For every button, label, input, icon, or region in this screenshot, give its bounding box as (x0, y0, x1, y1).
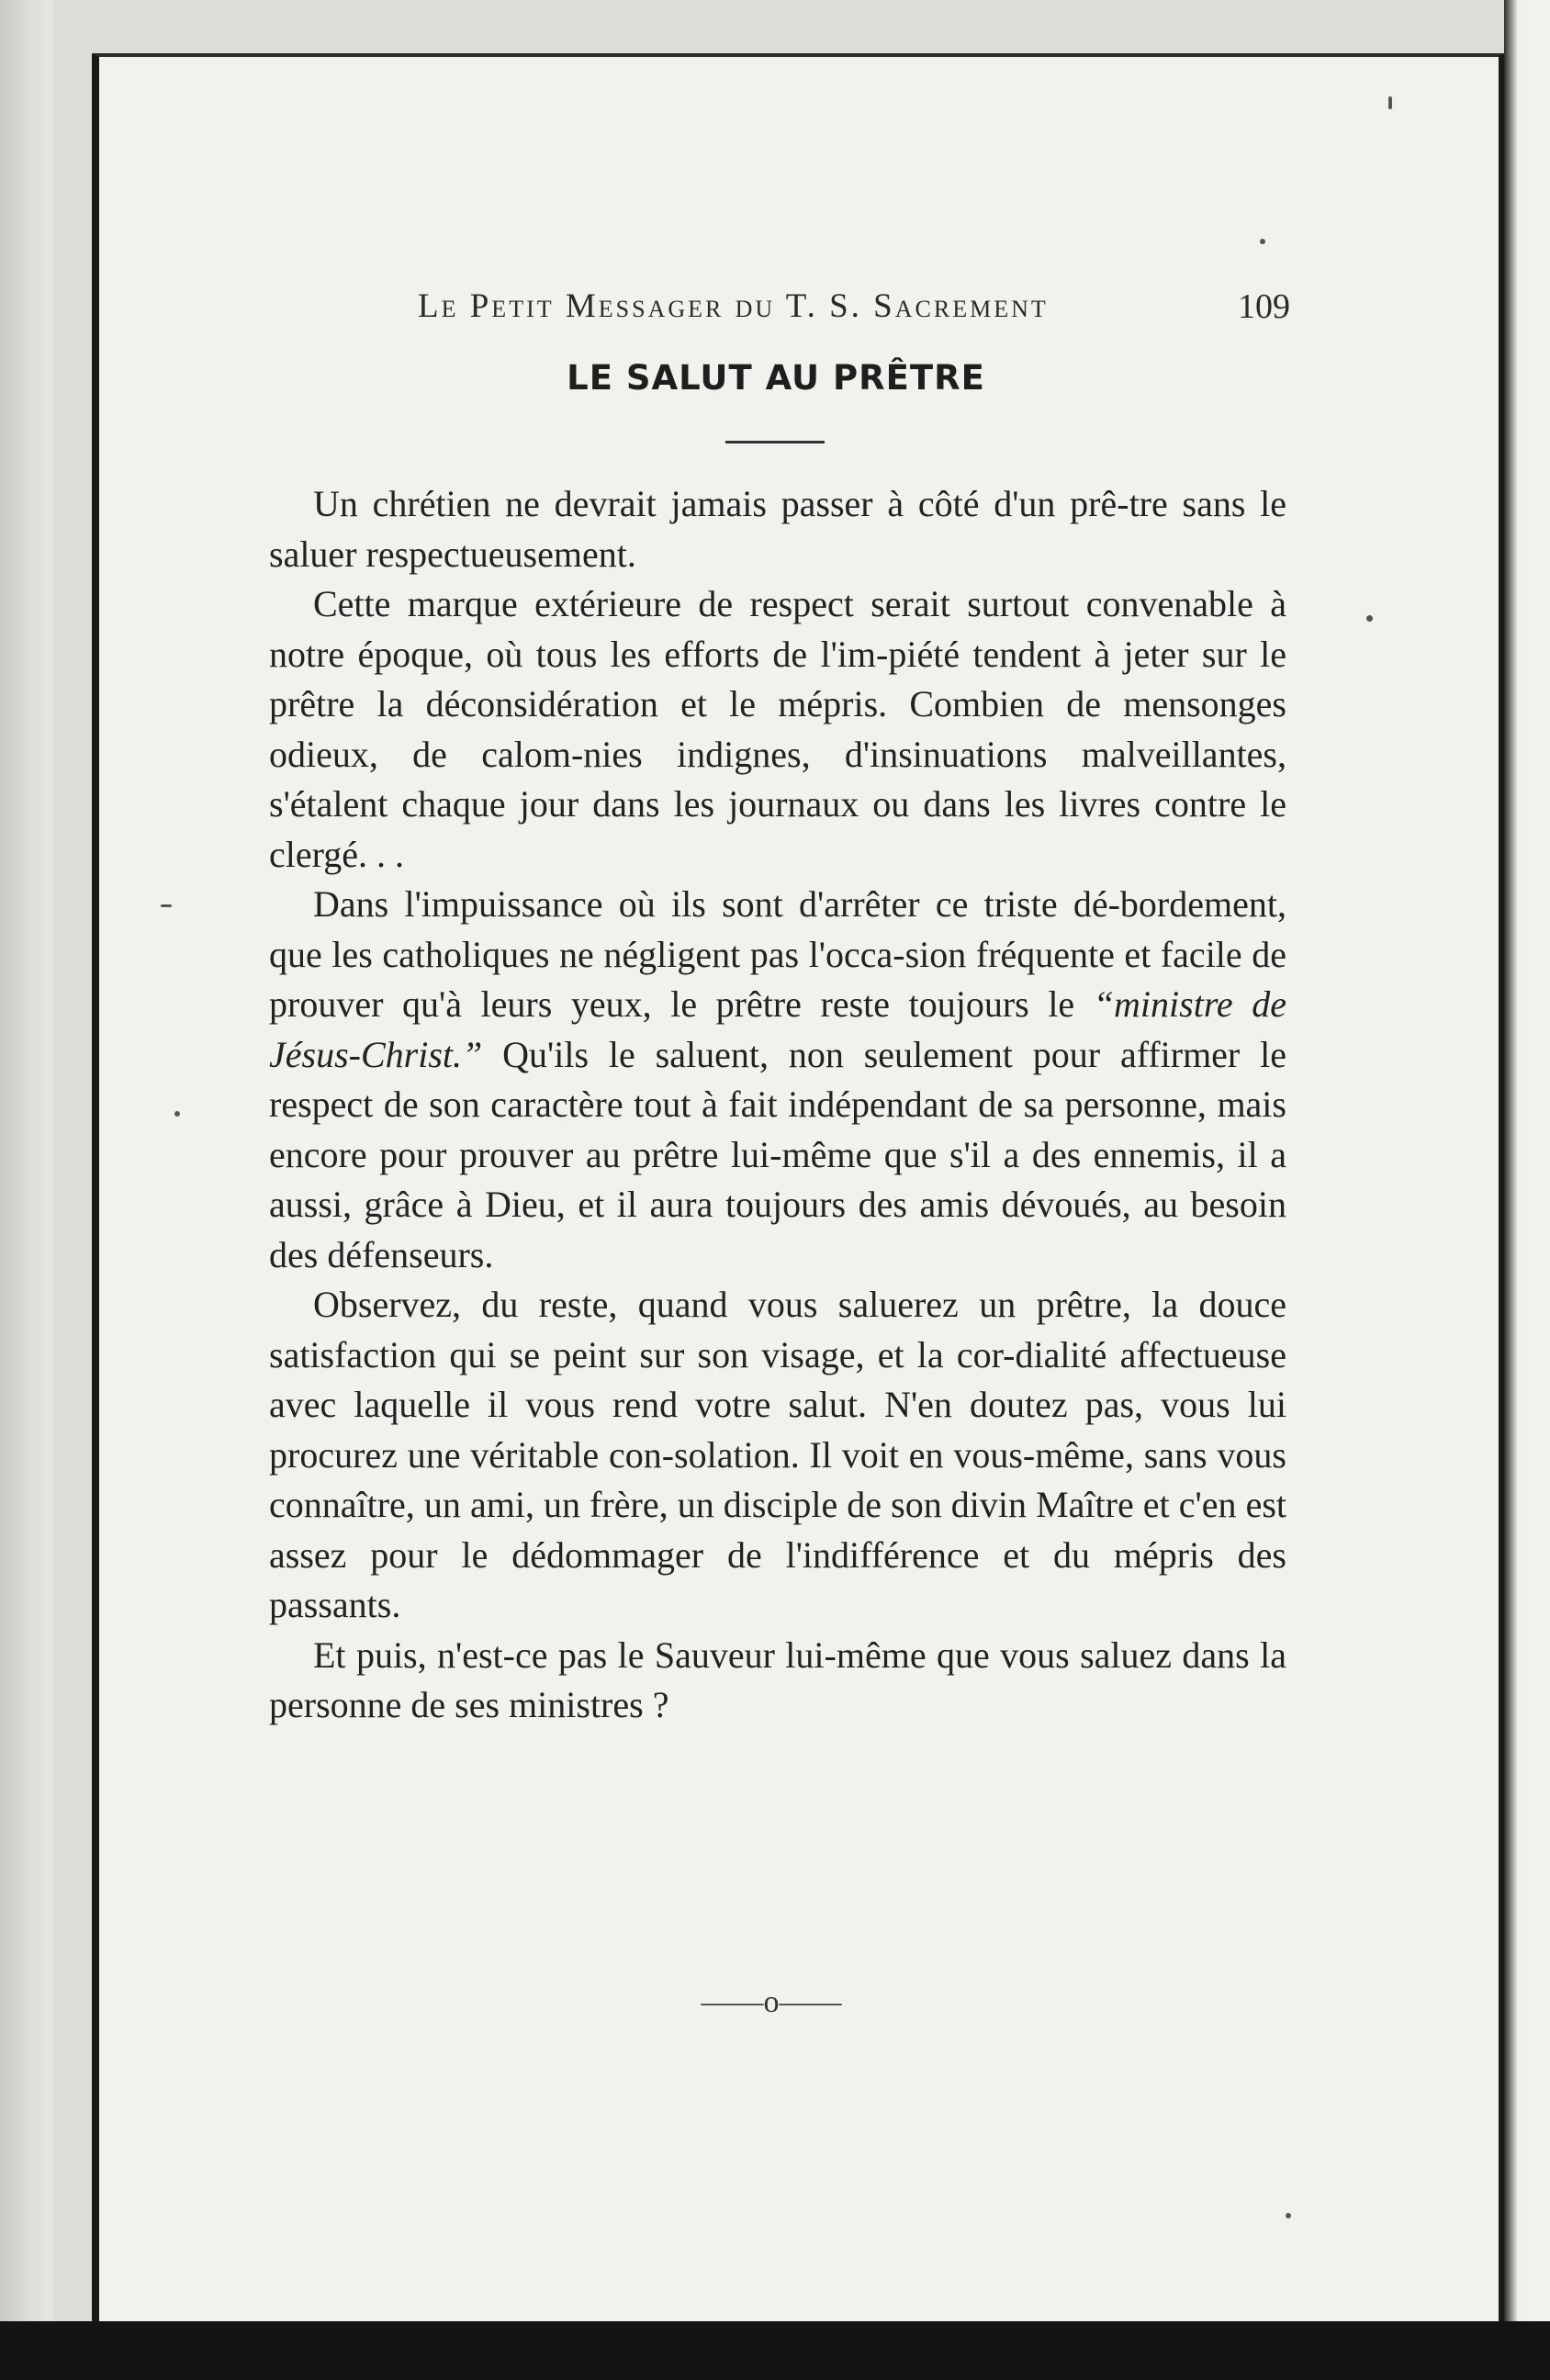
scan-bottom-border (0, 2321, 1550, 2380)
paragraph-3-text-after: Qu'ils le saluent, non seulement pour affirmer le respect de son caractère tout à fait indépendant de sa personne, mais encore pour prouver au prêtre lui-même que s'il a des ennemis, il a aussi, grâce à Dieu, et il aura toujours des amis dévoués, au besoin des défenseurs. (269, 1033, 1286, 1275)
scan-speck (1260, 239, 1265, 244)
paragraph-3 (269, 880, 1286, 1280)
paragraph-4: Observez, du reste, quand vous saluerez un prêtre, la douce satisfaction qui se peint sur son visage, et la cor-dialité affectueuse avec laquelle il vous rend votre salut. N'en doutez pas, vous lui procurez une véritable con-solation. Il voit en vous-même, sans vous connaître, un ami, un frère, un disciple de son divin Maître et c'en est assez pour le dédommager de l'indifférence et du mépris des passants. (269, 1284, 1286, 1625)
article-body (269, 479, 1286, 1731)
previous-page-edge (0, 0, 53, 2380)
running-head (418, 286, 1290, 332)
scan-speck (1286, 2213, 1291, 2218)
paragraph-2: Cette marque extérieure de respect serait surtout convenable à notre époque, où tous les efforts de l'im-piété tendent à jeter sur le prêtre la déconsidération et le mépris. Combien de mensonges odieux, de calom-nies indignes, d'insinuations malveillantes, s'étalent chaque jour dans les journaux ou dans les livres contre le clergé. . . (269, 583, 1286, 875)
article-title: LE SALUT AU PRÊTRE (567, 358, 985, 398)
title-divider (725, 441, 825, 443)
scan-speck (161, 904, 172, 907)
scan-speck (1366, 615, 1373, 622)
end-ornament: ——o—— (701, 1985, 842, 2019)
paragraph-3-text-before: Dans l'impuissance où ils sont d'arrêter ce triste dé-bordement, que les catholiques ne négligent pas l'occa-sion fréquente et facile de prouver qu'à leurs yeux, le prêtre reste toujours le (269, 883, 1286, 1025)
page-right-edge (1504, 0, 1550, 2380)
scan-speck (1388, 96, 1392, 109)
page-number: 109 (1238, 287, 1290, 326)
quoted-phrase: “ministre de Jésus-Christ.” (269, 983, 1286, 1075)
scan-speck (174, 1111, 180, 1117)
paragraph-5: Et puis, n'est-ce pas le Sauveur lui-même que vous saluez dans la personne de ses ministres ? (269, 1633, 1286, 1725)
paragraph-1: Un chrétien ne devrait jamais passer à côté d'un prê-tre sans le saluer respectueusement. (269, 483, 1286, 575)
running-head-title: Le Petit Messager du T. S. Sacrement (418, 287, 1049, 325)
